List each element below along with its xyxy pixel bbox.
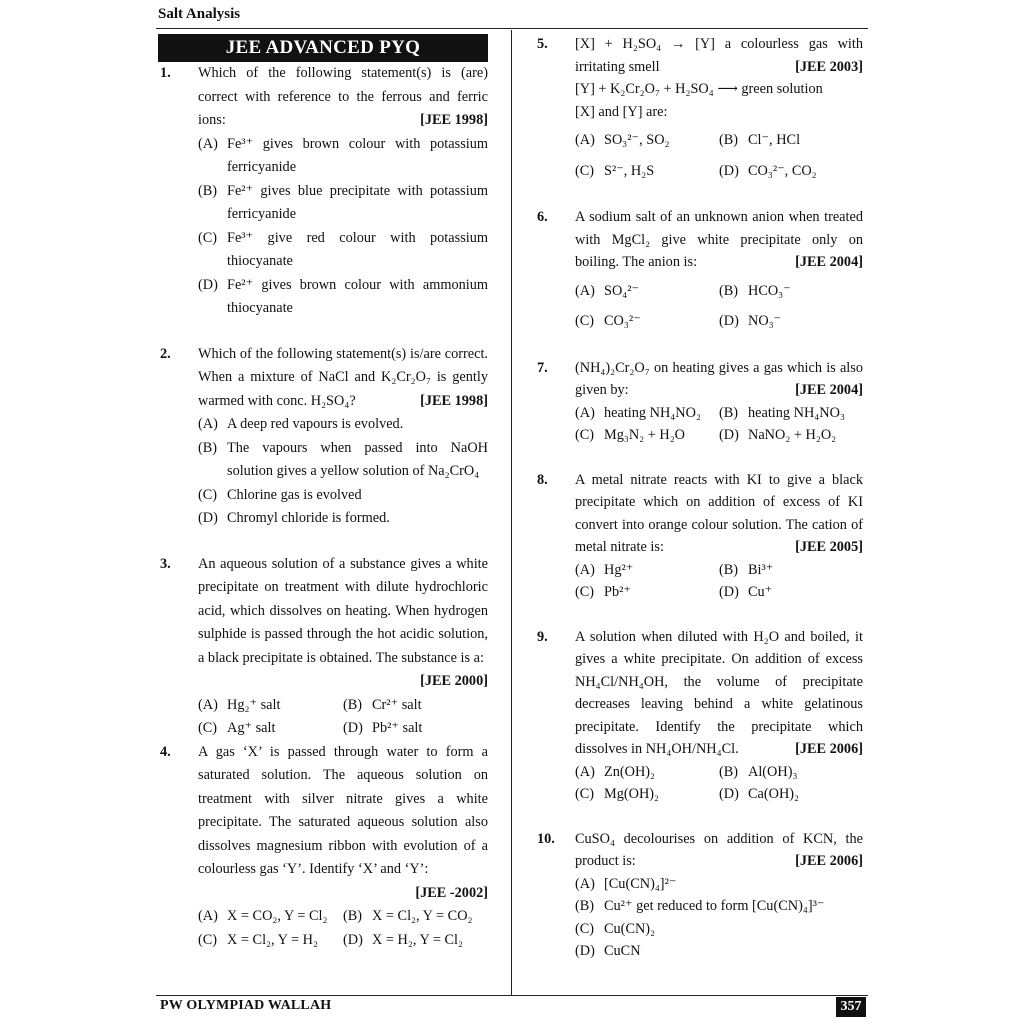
question-number: 8. <box>537 471 548 488</box>
option-label: (B) <box>719 282 739 299</box>
option-a[interactable] <box>198 905 343 929</box>
question-4 <box>158 741 488 953</box>
option-label: (C) <box>575 162 595 179</box>
option-text: The vapours when passed into NaOH solution gives a yellow solution of Na₂CrO₄ <box>227 439 488 479</box>
option-d[interactable] <box>719 160 863 183</box>
option-text: Cu(CN)₂ <box>604 920 656 937</box>
question-7 <box>535 357 863 447</box>
option-text: Fe²⁺ gives brown colour with ammonium thiocyanate <box>227 276 488 316</box>
question-number: 2. <box>160 345 171 362</box>
option-label: (B) <box>343 696 363 713</box>
option-d[interactable] <box>343 717 488 741</box>
option-label: (C) <box>198 229 218 246</box>
option-d[interactable] <box>575 940 863 963</box>
right-column <box>535 33 863 963</box>
option-b[interactable] <box>719 129 863 152</box>
option-c[interactable] <box>575 783 719 806</box>
option-text: heating NH₄NO₂ <box>604 404 701 421</box>
option-label: (A) <box>198 908 218 924</box>
option-text: HCO₃⁻ <box>748 282 791 299</box>
option-d[interactable] <box>198 507 488 531</box>
option-text: S²⁻, H₂S <box>604 162 655 179</box>
exam-reference: [JEE 2004] <box>795 382 863 398</box>
option-text: CuCN <box>604 943 641 959</box>
exam-reference: [JEE 2004] <box>795 254 863 270</box>
left-column <box>158 62 488 952</box>
option-label: (B) <box>719 561 739 578</box>
option-b[interactable] <box>719 402 863 425</box>
option-text: X = CO₂, Y = Cl₂ <box>227 908 328 924</box>
option-text: Fe²⁺ gives blue precipitate with potassium ferricyanide <box>227 182 488 222</box>
question-reaction: [Y] + K₂Cr₂O₇ + H₂SO₄ ⟶ green solution <box>575 81 823 97</box>
option-d[interactable] <box>719 310 863 333</box>
option-label: (C) <box>198 931 218 948</box>
question-text: A metal nitrate reacts with KI to give a black precipitate which on addition of excess of KI convert into orange colour solution. The cation of metal nitrate is: <box>575 471 863 555</box>
option-d[interactable] <box>198 274 488 321</box>
option-text: CO₃²⁻, CO₂ <box>748 162 817 179</box>
option-a[interactable] <box>198 133 488 180</box>
option-text: Cl⁻, HCl <box>748 132 801 148</box>
option-text: Mg₃N₂ + H₂O <box>604 427 685 443</box>
option-a[interactable] <box>198 694 343 718</box>
option-c[interactable] <box>575 424 719 447</box>
option-label: (A) <box>198 696 218 713</box>
option-label: (C) <box>198 720 218 736</box>
question-number: 1. <box>160 65 171 81</box>
option-b[interactable] <box>719 280 863 303</box>
question-number: 3. <box>160 555 171 572</box>
option-label: (A) <box>575 561 595 578</box>
option-label: (A) <box>198 135 218 152</box>
question-text: A sodium salt of an unknown anion when treated with MgCl₂ give white precipitate only on boiling. The anion is: <box>575 209 863 270</box>
option-text: SO₃²⁻, SO₂ <box>604 132 670 148</box>
question-8 <box>535 469 863 604</box>
option-text: A deep red vapours is evolved. <box>227 416 404 432</box>
option-label: (C) <box>575 920 595 937</box>
option-a[interactable] <box>575 402 719 425</box>
question-text: Which of the following statement(s) is/are correct. When a mixture of NaCl and K₂Cr₂O₇ is gently warmed with conc. H₂SO₄? <box>198 345 488 409</box>
option-label: (D) <box>343 720 363 736</box>
option-b[interactable] <box>719 761 863 784</box>
option-text: heating NH₄NO₃ <box>748 404 845 421</box>
option-label: (A) <box>575 282 595 299</box>
option-text: Cu²⁺ get reduced to form [Cu(CN)₄]³⁻ <box>604 898 825 914</box>
option-text: Cr²⁺ salt <box>372 696 422 713</box>
option-d[interactable] <box>719 581 863 604</box>
option-label: (D) <box>198 276 218 293</box>
option-c[interactable] <box>575 310 719 333</box>
question-number: 5. <box>537 36 548 52</box>
option-label: (B) <box>719 404 739 421</box>
option-label: (C) <box>575 786 595 802</box>
exam-reference: [JEE 2003] <box>795 58 863 75</box>
option-text: X = H₂, Y = Cl₂ <box>372 931 463 948</box>
option-label: (C) <box>575 313 595 329</box>
option-text: Hg²⁺ <box>604 561 634 578</box>
exam-reference: [JEE 1998] <box>420 112 488 128</box>
question-number: 7. <box>537 359 548 376</box>
option-d[interactable] <box>719 424 863 447</box>
option-label: (D) <box>343 931 363 948</box>
question-text: A gas ‘X’ is passed through water to form a saturated solution. The aqueous solution on treatment with silver nitrate gives a white precipitate. The saturated aqueous solution also dissolves magnesium ribbon with evolution of a colourless gas ‘Y’. Identify ‘X’ and ‘Y’: <box>198 743 488 877</box>
option-label: (D) <box>198 510 218 526</box>
option-a[interactable] <box>575 873 863 896</box>
option-text: NaNO₂ + H₂O₂ <box>748 427 837 443</box>
exam-reference: [JEE -2002] <box>415 884 488 901</box>
option-text: Mg(OH)₂ <box>604 786 660 802</box>
question-number: 10. <box>537 830 555 847</box>
option-d[interactable] <box>343 929 488 953</box>
option-c[interactable] <box>575 581 719 604</box>
option-label: (A) <box>575 404 595 421</box>
exam-reference: [JEE 2006] <box>795 853 863 869</box>
question-9 <box>535 626 863 806</box>
option-b[interactable] <box>719 559 863 582</box>
option-text: Ag⁺ salt <box>227 720 276 736</box>
option-text: CO₃²⁻ <box>604 313 641 329</box>
option-label: (B) <box>719 132 739 148</box>
option-text: Chromyl chloride is formed. <box>227 510 390 526</box>
question-number: 9. <box>537 628 548 645</box>
option-c[interactable] <box>198 484 488 508</box>
option-b[interactable] <box>198 180 488 227</box>
option-label: (D) <box>719 427 739 443</box>
option-label: (D) <box>719 162 739 179</box>
option-c[interactable] <box>198 717 343 741</box>
footer-divider <box>156 995 868 996</box>
option-b[interactable] <box>343 905 488 929</box>
section-banner: JEE ADVANCED PYQ <box>158 34 488 62</box>
footer-publisher: PW OLYMPIAD WALLAH <box>160 998 332 1013</box>
option-label: (A) <box>575 763 595 780</box>
option-label: (B) <box>719 763 739 780</box>
option-text: Ca(OH)₂ <box>748 786 800 802</box>
option-label: (C) <box>575 427 595 443</box>
question-text: [X] + H₂SO₄ → [Y] a colourless gas with irritating smell <box>575 36 863 75</box>
question-number: 4. <box>160 743 171 760</box>
option-label: (B) <box>198 182 218 199</box>
option-text: NO₃⁻ <box>748 313 782 329</box>
option-text: Pb²⁺ salt <box>372 720 423 736</box>
option-label: (B) <box>575 898 595 914</box>
option-text: Chlorine gas is evolved <box>227 486 362 503</box>
option-text: Al(OH)₃ <box>748 763 798 780</box>
option-text: X = Cl₂, Y = CO₂ <box>372 908 473 924</box>
option-label: (A) <box>575 132 595 148</box>
option-c[interactable] <box>198 929 343 953</box>
option-label: (D) <box>719 313 739 329</box>
exam-reference: [JEE 2005] <box>795 539 863 555</box>
option-c[interactable] <box>198 227 488 274</box>
option-b[interactable] <box>575 895 863 918</box>
question-5 <box>535 33 863 182</box>
question-3 <box>158 553 488 741</box>
option-text: Fe³⁺ give red colour with potassium thiocyanate <box>227 229 488 269</box>
option-text: Pb²⁺ <box>604 584 631 600</box>
option-text: Zn(OH)₂ <box>604 763 656 780</box>
option-text: X = Cl₂, Y = H₂ <box>227 931 318 948</box>
question-text: CuSO₄ decolourises on addition of KCN, the product is: <box>575 830 863 869</box>
question-text: An aqueous solution of a substance gives a white precipitate on treatment with dilute hydrochloric acid, which dissolves on heating. When hydrogen sulphide is passed through the hot acidic solution, a black precipitate is obtained. The substance is a: <box>198 555 488 666</box>
option-a[interactable] <box>575 280 719 303</box>
option-a[interactable] <box>575 559 719 582</box>
option-label: (B) <box>343 908 363 924</box>
exam-reference: [JEE 2006] <box>795 741 863 757</box>
header-divider <box>156 28 868 29</box>
option-label: (C) <box>575 584 595 600</box>
page-header-title: Salt Analysis <box>158 6 241 22</box>
column-divider <box>511 30 512 996</box>
question-text: (NH₄)₂Cr₂O₇ on heating gives a gas which is also given by: <box>575 359 863 398</box>
question-number: 6. <box>537 209 548 225</box>
option-d[interactable] <box>719 783 863 806</box>
option-a[interactable] <box>575 761 719 784</box>
option-label: (D) <box>719 584 739 600</box>
option-label: (B) <box>198 439 218 456</box>
option-text: SO₄²⁻ <box>604 282 640 299</box>
question-1 <box>158 62 488 321</box>
option-text: Hg₂⁺ salt <box>227 696 281 713</box>
question-prompt: [X] and [Y] are: <box>575 103 668 120</box>
exam-reference: [JEE 1998] <box>420 392 488 409</box>
exam-reference: [JEE 2000] <box>420 673 488 689</box>
option-c[interactable] <box>575 918 863 941</box>
question-text: Which of the following statement(s) is (are) correct with reference to the ferrous and ferric ions: <box>198 65 488 128</box>
question-2 <box>158 343 488 531</box>
question-text: A solution when diluted with H₂O and boiled, it gives a white precipitate. On addition of excess NH₄Cl/NH₄OH, the volume of precipitate decreases leaving behind a white gelatinous precipitate. Identify the precipitate which dissolves in NH₄OH/NH₄Cl. <box>575 628 863 757</box>
option-text: Bi³⁺ <box>748 561 774 578</box>
option-label: (C) <box>198 486 218 503</box>
option-text: Cu⁺ <box>748 584 773 600</box>
question-6 <box>535 206 863 333</box>
question-10 <box>535 828 863 963</box>
option-c[interactable] <box>575 160 719 183</box>
option-label: (A) <box>575 875 595 892</box>
option-label: (D) <box>575 943 595 959</box>
option-label: (A) <box>198 416 218 432</box>
option-a[interactable] <box>198 413 488 437</box>
option-b[interactable] <box>198 437 488 484</box>
option-text: Fe³⁺ gives brown colour with potassium ferricyanide <box>227 135 488 175</box>
option-b[interactable] <box>343 694 488 718</box>
option-label: (D) <box>719 786 739 802</box>
option-a[interactable] <box>575 129 719 152</box>
option-text: [Cu(CN)₄]²⁻ <box>604 875 677 892</box>
page-number: 357 <box>836 997 866 1017</box>
